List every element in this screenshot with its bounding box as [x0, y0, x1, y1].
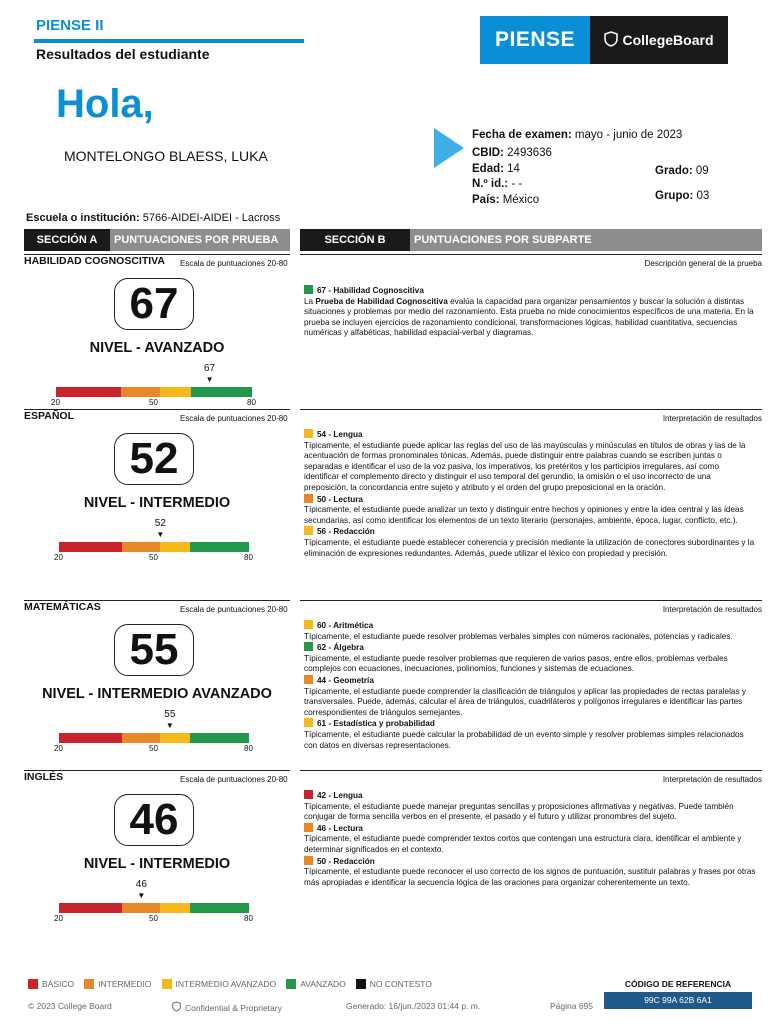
level-square-icon — [304, 675, 313, 684]
subpart-list — [304, 285, 756, 339]
subpart-title — [304, 526, 756, 538]
subpart-description: La Prueba de Habilidad Cognoscitiva evalúa la capacidad para organizar pensamientos y buscar la solución a distintas situaciones y problemas por medio del razonamiento. Esta prueba no mide conocimientos específicos de una materia. En la prueba se incluyen ejercicios de razonamiento condicional, transformaciones lógicas, habilidad cuantitativa, secuencias numéricas y alfabéticas, habilidad espacial-verbal y diagramas. — [304, 296, 754, 338]
level-square-icon — [304, 429, 313, 438]
legend-swatch-icon — [286, 979, 296, 989]
gauge-tick-label: 20 — [54, 914, 63, 923]
level-label: NIVEL - INTERMEDIO — [83, 495, 231, 511]
subpart-title-text: 67 - Habilidad Cognoscitiva — [317, 286, 424, 295]
score-gauge — [59, 733, 249, 743]
gauge-marker-arrow-icon: ▼ — [165, 721, 174, 730]
legend-label: INTERMEDIO AVANZADO — [175, 979, 277, 989]
gauge-marker-value: 67 — [203, 363, 216, 374]
gauge-segment — [191, 387, 252, 397]
footer-generated: Generado: 16/jun./2023 01:44 p. m. — [346, 1001, 481, 1011]
gauge-segment — [160, 387, 191, 397]
subpart-title-text: 42 - Lengua — [317, 791, 363, 800]
subpart-item — [304, 620, 756, 642]
score-box: 55 — [114, 624, 194, 676]
legend-swatch-icon — [84, 979, 94, 989]
gauge-marker-arrow-icon: ▼ — [156, 530, 165, 539]
gauge-segment — [56, 387, 121, 397]
subpart-description: Típicamente, el estudiante puede reconocer el uso correcto de los signos de puntuación, sustituir palabras y frases por otras más apropiadas e identificar la secuencia lógica de las oraciones para organizar coherentemente un texto. — [304, 867, 756, 887]
panel-heading: Descripción general de la prueba — [644, 259, 762, 268]
level-square-icon — [304, 285, 313, 294]
gauge-segment — [59, 903, 122, 913]
section-a-title: PUNTUACIONES POR PRUEBA — [110, 229, 290, 251]
legend-label: AVANZADO — [300, 979, 346, 989]
legend-item — [84, 979, 151, 989]
footer-page: Página 695 — [550, 1001, 594, 1011]
gauge-segment — [122, 903, 160, 913]
id-row: N.º id.: - - — [472, 178, 523, 190]
subpart-item — [304, 285, 756, 339]
section-b-label: SECCIÓN B — [300, 229, 410, 251]
gauge-marker-value: 46 — [135, 879, 147, 890]
subject-scale: Escala de puntuaciones 20-80 — [180, 775, 288, 784]
subpart-description: Típicamente, el estudiante puede analizar un texto y distinguir entre hechos y opiniones y entre la idea central y las ideas secundarias, así como identificar los elementos de un texto literario (personajes, ambiente, época, lugar, conflicto, etc.). — [304, 505, 744, 525]
piense-logo-text: PIENSE — [480, 16, 590, 64]
report-subtitle: Resultados del estudiante — [36, 46, 210, 62]
score-box: 67 — [114, 278, 194, 330]
group-row: Grupo: 03 — [655, 190, 710, 202]
subject-name: MATEMÁTICAS — [24, 601, 101, 613]
gauge-segment — [59, 733, 122, 743]
subpart-item — [304, 429, 756, 494]
subpart-title-text: 50 - Lectura — [317, 494, 363, 504]
gauge-tick-label: 50 — [149, 553, 158, 562]
legend-label: BÁSICO — [42, 979, 75, 989]
legend-label: INTERMEDIO — [98, 979, 152, 989]
gauge-tick-label: 80 — [244, 744, 253, 753]
gauge-tick-label: 20 — [54, 744, 63, 753]
subpart-description: Típicamente, el estudiante puede resolver problemas que requieren de varios pasos, entre ellos, problemas verbales complejos con ecuaciones, inecuaciones, polinomios, funciones y sistemas de ecuaciones. — [304, 653, 728, 674]
subpart-description: Típicamente, el estudiante puede manejar preguntas sencillas y proposiciones afirmativas y negativas. Puede también conjugar de forma sencilla verbos en el presente, el pasado y el futuro y utilizar pronombres del sujeto. — [304, 801, 734, 822]
subpart-panel — [300, 409, 762, 600]
section-b-header — [300, 229, 762, 251]
subpart-item — [304, 494, 756, 527]
subject-name: HABILIDAD COGNOSCITIVA — [24, 255, 165, 267]
subpart-title — [304, 856, 756, 868]
level-square-icon — [304, 620, 313, 629]
subpart-item — [304, 790, 756, 823]
level-square-icon — [304, 823, 313, 832]
legend-swatch-icon — [28, 979, 38, 989]
triangle-arrow-icon — [434, 128, 464, 168]
country-row: País: México — [472, 194, 540, 206]
subpart-item — [304, 642, 756, 675]
shield-icon — [604, 31, 618, 50]
level-square-icon — [304, 718, 313, 727]
gauge-marker-value: 55 — [164, 709, 176, 720]
shield-icon — [172, 1001, 181, 1014]
subpart-title-text: 62 - Álgebra — [317, 643, 364, 653]
level-label: NIVEL - AVANZADO — [89, 340, 225, 356]
gauge-marker-arrow-icon: ▼ — [137, 891, 146, 900]
footer-confidential: Confidential & Proprietary — [172, 1001, 282, 1014]
gauge-tick-label: 20 — [54, 553, 63, 562]
score-gauge — [56, 387, 252, 397]
subpart-title — [304, 285, 756, 297]
gauge-tick-label: 50 — [149, 914, 158, 923]
level-square-icon — [304, 526, 313, 535]
level-square-icon — [304, 790, 313, 799]
level-label: NIVEL - INTERMEDIO — [83, 856, 231, 872]
subpart-title-text: 61 - Estadística y probabilidad — [317, 719, 435, 729]
subpart-item — [304, 823, 756, 856]
gauge-segment — [122, 733, 160, 743]
age-row: Edad: 14 — [472, 163, 520, 175]
gauge-tick-label: 80 — [244, 914, 253, 923]
subpart-list — [304, 620, 756, 751]
subpart-title — [304, 429, 756, 441]
gauge-segment — [190, 733, 249, 743]
subpart-panel — [300, 254, 762, 409]
level-square-icon — [304, 494, 313, 503]
subpart-title — [304, 620, 756, 632]
legend-swatch-icon — [356, 979, 366, 989]
student-name: MONTELONGO BLAESS, LUKA — [64, 148, 268, 164]
subject-name: ESPAÑOL — [24, 410, 74, 422]
panel-heading: Interpretación de resultados — [662, 414, 762, 423]
subpart-list — [304, 790, 756, 888]
collegeboard-logo — [590, 16, 728, 64]
level-square-icon — [304, 642, 313, 651]
reference-code-box — [604, 977, 752, 1012]
subpart-title — [304, 790, 756, 802]
subpart-description: Típicamente, el estudiante puede comprender la clasificación de triángulos y aplicar las propiedades de rectas paralelas y transversales. Puede, además, calcular el área de triángulos, cuadriláteros y polígonos irregulares e identificar las partes correspondientes de triángulos semejantes. — [304, 686, 746, 717]
gauge-marker-arrow-icon: ▼ — [205, 375, 214, 384]
subpart-item — [304, 526, 756, 559]
level-square-icon — [304, 856, 313, 865]
gauge-segment — [160, 542, 190, 552]
panel-heading: Interpretación de resultados — [662, 775, 762, 784]
subpart-panel — [300, 600, 762, 770]
gauge-segment — [190, 903, 249, 913]
legend-item — [162, 979, 277, 989]
grade-row: Grado: 09 — [655, 165, 709, 177]
reference-code-title: CÓDIGO DE REFERENCIA — [624, 979, 732, 989]
subpart-description: Típicamente, el estudiante puede establecer coherencia y precisión mediante la utilización de conectores subordinantes y la eliminación de expresiones redundantes. Además, puede utilizar el léxico con propiedad y precisión. — [304, 537, 755, 558]
gauge-segment — [122, 542, 160, 552]
collegeboard-text: CollegeBoard — [622, 32, 714, 48]
level-label: NIVEL - INTERMEDIO AVANZADO — [42, 686, 272, 702]
title-underline — [34, 39, 304, 43]
report-title: PIENSE II — [36, 17, 104, 34]
subpart-title — [304, 718, 756, 730]
legend-swatch-icon — [162, 979, 172, 989]
gauge-segment — [160, 733, 190, 743]
subpart-description: Típicamente, el estudiante puede resolver problemas verbales simples con números racionales, potencias y radicales. — [304, 631, 733, 641]
subpart-title-text: 54 - Lengua — [317, 430, 363, 439]
subject-scale: Escala de puntuaciones 20-80 — [180, 259, 288, 268]
gauge-tick-label: 20 — [51, 398, 60, 407]
score-gauge — [59, 542, 249, 552]
subpart-title — [304, 642, 756, 654]
gauge-segment — [121, 387, 160, 397]
subject-scale: Escala de puntuaciones 20-80 — [180, 414, 288, 423]
exam-date-row: Fecha de examen: mayo - junio de 2023 — [472, 129, 683, 141]
subject-scale: Escala de puntuaciones 20-80 — [180, 605, 288, 614]
gauge-segment — [59, 542, 122, 552]
subpart-item — [304, 718, 756, 751]
section-a-label: SECCIÓN A — [24, 229, 110, 251]
reference-code-value: 99C 99A 62B 6A1 — [604, 992, 752, 1009]
piense-collegeboard-logo — [480, 16, 728, 64]
gauge-tick-label: 80 — [247, 398, 256, 407]
gauge-tick-label: 80 — [244, 553, 253, 562]
legend-label: NO CONTESTO — [369, 979, 432, 989]
subpart-title-text: 60 - Aritmética — [317, 621, 374, 630]
subpart-panel — [300, 770, 762, 920]
legend-item — [356, 979, 432, 989]
section-b-title: PUNTUACIONES POR SUBPARTE — [410, 229, 762, 251]
legend-item — [28, 979, 74, 989]
subpart-description: Típicamente, el estudiante puede aplicar las reglas del uso de las mayúsculas y minúsculas en títulos de obras y las de la acentuación de formas pronominales tónicas. Además, puede distinguir entre palabras cuando se escriben juntas o separadas e identificar el uso de la voz pasiva, los imperativos, los pretéritos y los participios irregulares, así como identificar el complemento directo y distinguir el uso temporal del gerundio, la omisión o el uso incorrecto de una preposición, la concordancia entre sujeto y atributo y el orden del grupo preposicional en la oración. — [304, 440, 746, 492]
legend-item — [286, 979, 346, 989]
subpart-item — [304, 675, 756, 718]
subpart-title-text: 50 - Redacción — [317, 856, 375, 866]
subpart-item — [304, 856, 756, 889]
section-a-header — [24, 229, 290, 251]
panel-heading: Interpretación de resultados — [662, 605, 762, 614]
gauge-tick-label: 50 — [149, 398, 158, 407]
gauge-segment — [160, 903, 190, 913]
subpart-title-text: 46 - Lectura — [317, 823, 363, 833]
cbid-row: CBID: 2493636 — [472, 147, 552, 159]
level-legend — [28, 979, 432, 989]
score-gauge — [59, 903, 249, 913]
score-box: 52 — [114, 433, 194, 485]
subpart-list — [304, 429, 756, 559]
subpart-description: Típicamente, el estudiante puede comprender textos cortos que contengan una estructura clara, identificar el ambiente y determinar significados en el contexto. — [304, 834, 742, 854]
subpart-title — [304, 675, 756, 687]
subpart-title — [304, 823, 756, 835]
subpart-title-text: 56 - Redacción — [317, 527, 375, 537]
subpart-title-text: 44 - Geometría — [317, 675, 374, 685]
greeting: Hola, — [56, 82, 154, 126]
gauge-marker-value: 52 — [154, 518, 166, 529]
score-box: 46 — [114, 794, 194, 846]
footer-copyright: © 2023 College Board — [28, 1001, 112, 1011]
school-row: Escuela o institución: 5766-AIDEI-AIDEI - Lacross — [26, 212, 281, 224]
subject-name: INGLÉS — [24, 771, 64, 783]
gauge-segment — [190, 542, 249, 552]
subpart-title — [304, 494, 756, 506]
subpart-description: Típicamente, el estudiante puede calcular la probabilidad de un evento simple y resolver problemas simples relacionados con datos en diversas representaciones. — [304, 729, 744, 750]
gauge-tick-label: 50 — [149, 744, 158, 753]
